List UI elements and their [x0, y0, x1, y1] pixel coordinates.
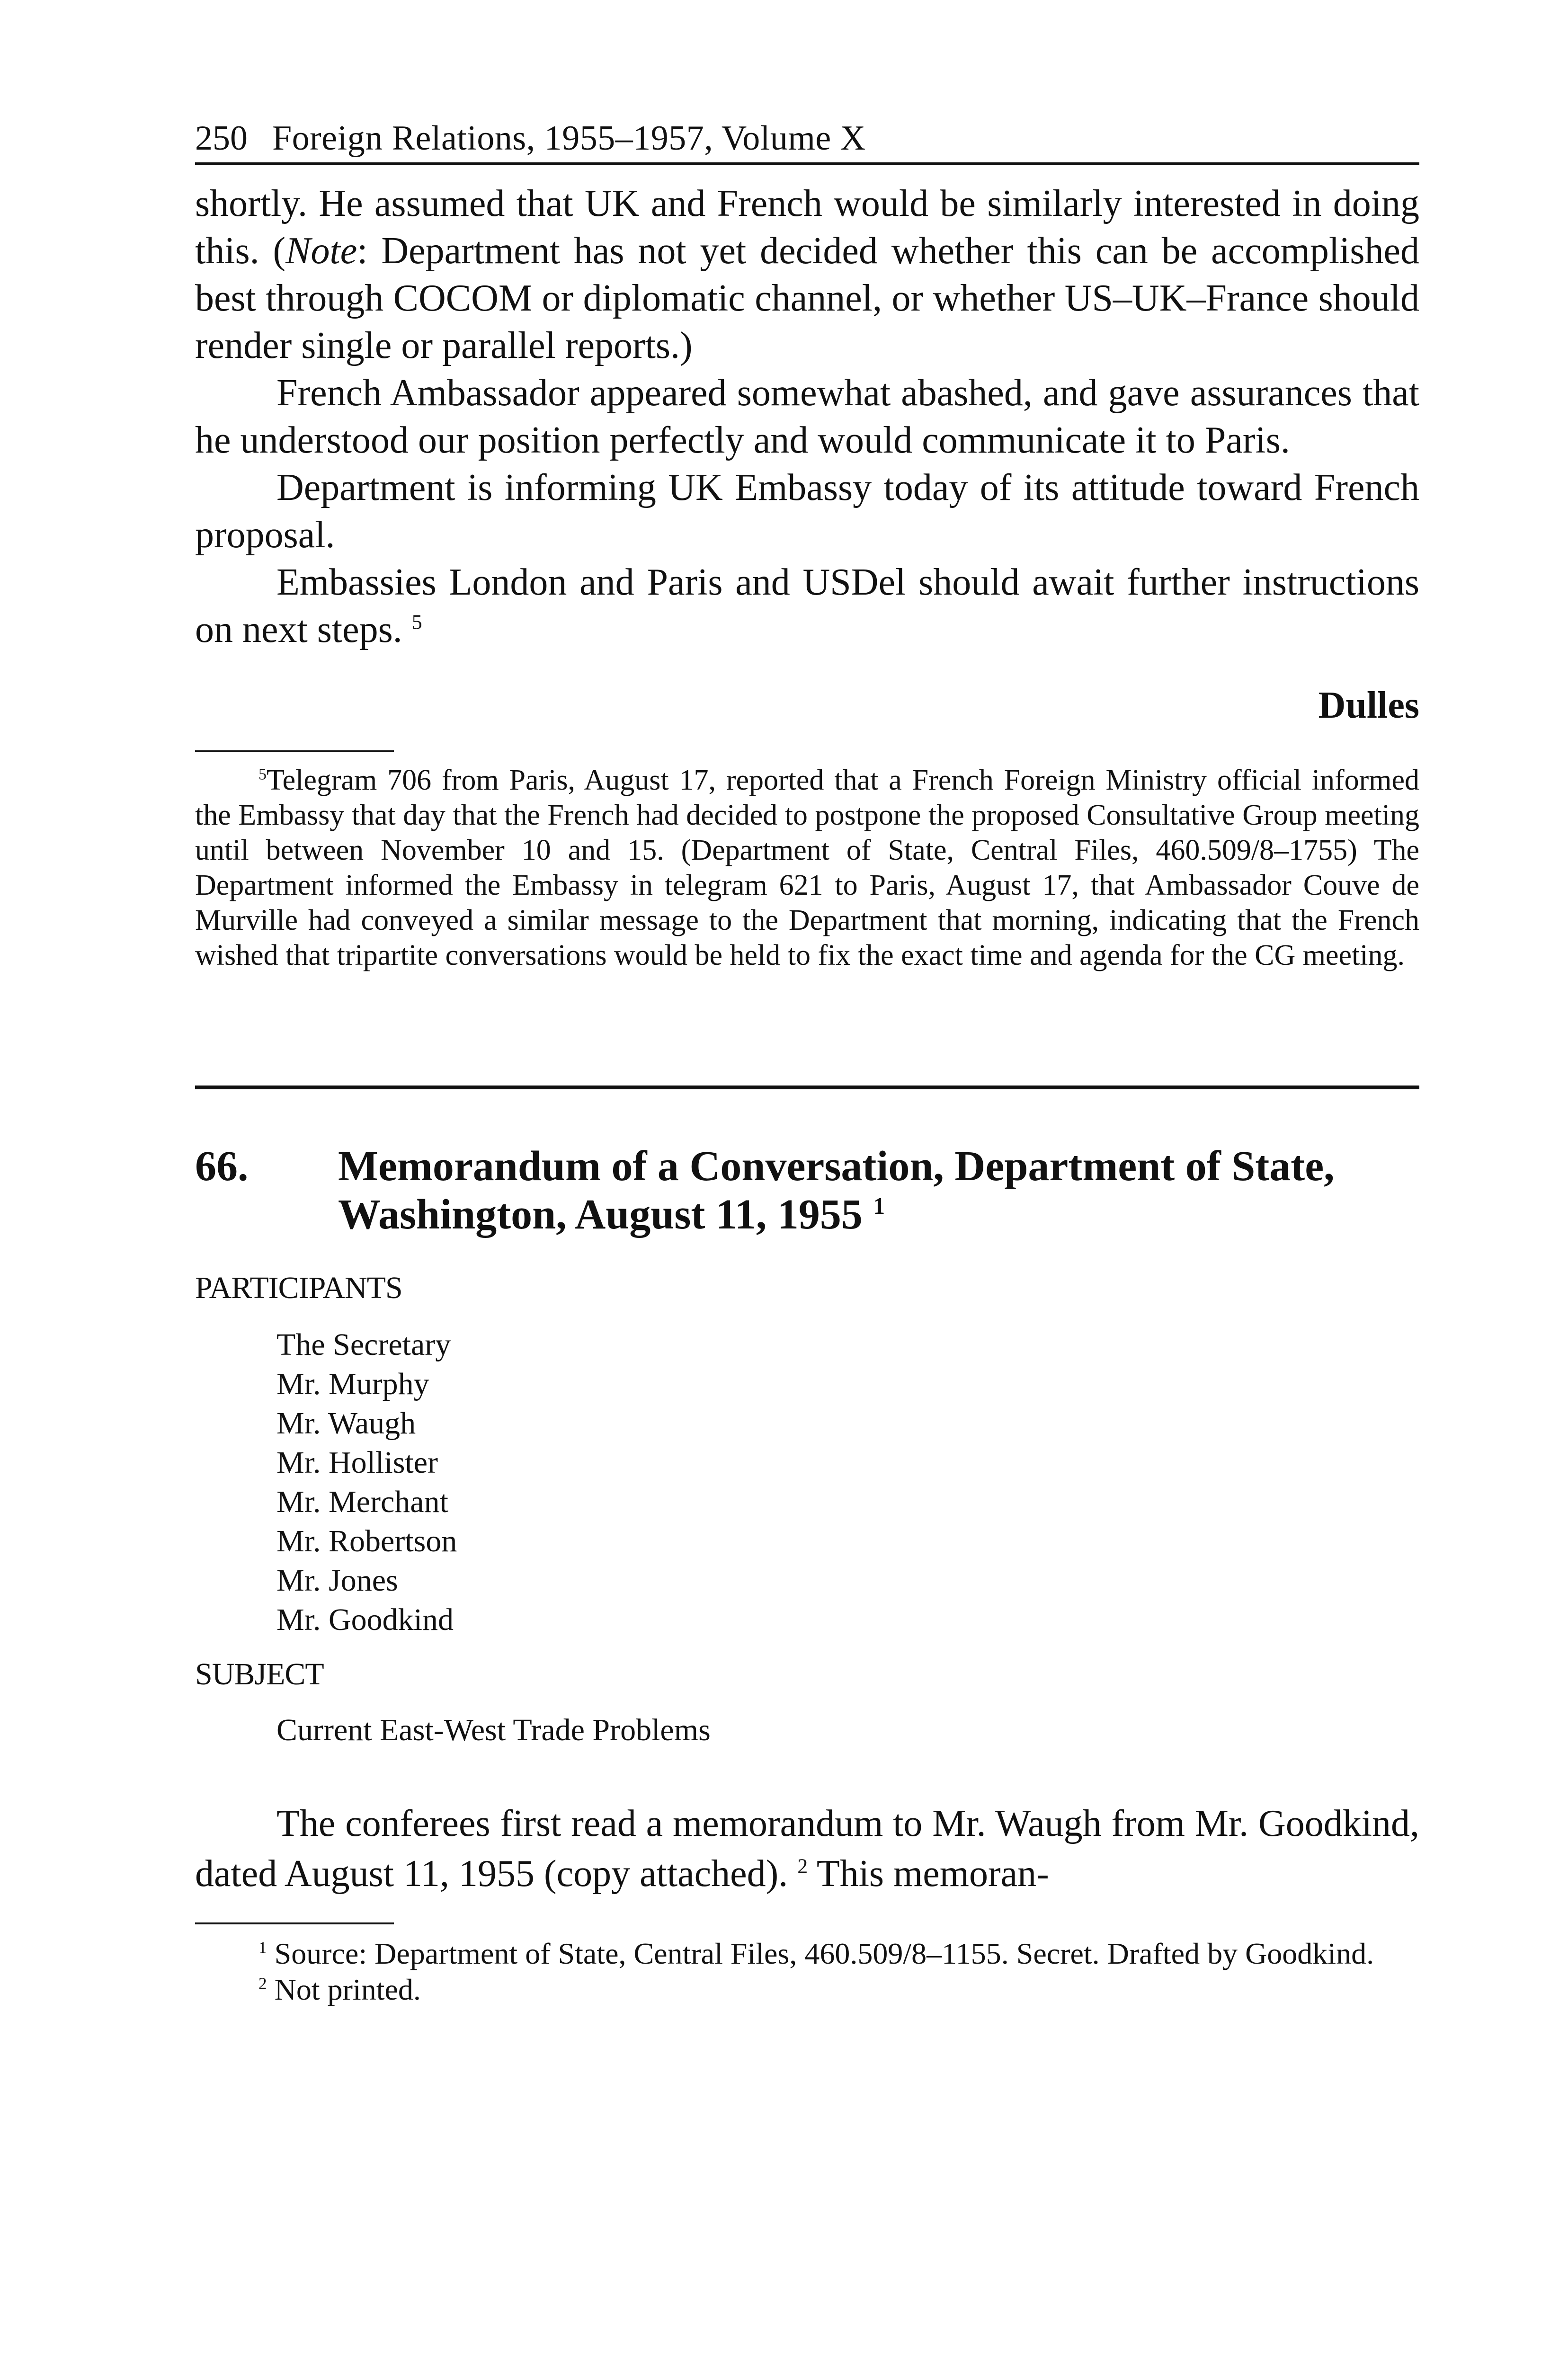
paragraph-text: : Department has not yet decided whether this can be accomplished best through COCOM or diplomatic channel, or whether US–UK–France should render single or parallel reports.)	[195, 230, 1419, 366]
document-number: 66.	[195, 1143, 249, 1190]
participants-list	[195, 1325, 1419, 1639]
paragraph-text: shortly. He assumed that UK and French would be similarly interested in doing this. (	[195, 183, 1419, 272]
participant: Mr. Jones	[276, 1563, 398, 1598]
paragraph-text: The conferees first read a memorandum to Mr. Waugh from Mr. Goodkind, dated August 11, 1955 (copy attached).	[195, 1803, 1419, 1895]
document-page	[195, 121, 1419, 2008]
subject-text: Current East-West Trade Problems	[276, 1713, 711, 1747]
participant: Mr. Merchant	[276, 1485, 448, 1519]
participant: Mr. Robertson	[276, 1524, 457, 1558]
document-title-text: Memorandum of a Conversation, Department of State, Washington, August 11, 1955	[338, 1143, 1335, 1238]
footnote-2	[195, 1972, 1419, 2008]
participant: Mr. Goodkind	[276, 1602, 454, 1637]
participant: Mr. Waugh	[276, 1406, 416, 1441]
footnote-marker: 2	[258, 1974, 267, 1993]
paragraph-conferees	[195, 1798, 1419, 1899]
document-66	[195, 1142, 1419, 2008]
footnote-ref-5[interactable]: 5	[411, 610, 422, 634]
footnote-5	[195, 763, 1419, 973]
subject-label: SUBJECT	[195, 1657, 324, 1691]
footnote-rule	[195, 750, 394, 752]
page-number: 250	[195, 119, 248, 158]
paragraph-embassies	[195, 559, 1419, 653]
volume-title: Foreign Relations, 1955–1957, Volume X	[272, 119, 866, 158]
footnote-ref-2[interactable]: 2	[797, 1854, 808, 1878]
footnote-ref-1[interactable]: 1	[873, 1193, 885, 1219]
footnote-marker: 1	[258, 1938, 267, 1957]
signature: Dulles	[1318, 685, 1419, 726]
footnote-1	[195, 1936, 1419, 1972]
paragraph-text: Embassies London and Paris and USDel should await further instructions on next steps.	[195, 561, 1419, 650]
continued-document	[195, 180, 1419, 973]
paragraph-french-ambassador: French Ambassador appeared somewhat abashed, and gave assurances that he understood our position perfectly and would communicate it to Paris.	[195, 372, 1419, 461]
paragraph-continued	[195, 180, 1419, 369]
paragraph-department-informing: Department is informing UK Embassy today of its attitude toward French proposal.	[195, 467, 1419, 556]
document-title	[338, 1142, 1419, 1239]
running-head	[195, 121, 1419, 165]
section-divider	[195, 1086, 1419, 1089]
participant: Mr. Murphy	[276, 1367, 429, 1401]
footnote-text: Telegram 706 from Paris, August 17, reported that a French Foreign Ministry official informed the Embassy that day that the French had decided to postpone the proposed Consultative Group meeting until between November 10 and 15. (Department of State, Central Files, 460.509/8–1755) The Department informed the Embassy in telegram 621 to Paris, August 17, that Ambassador Couve de Murville had conveyed a similar message to the Department that morning, indicating that the French wished that tripartite conversations would be held to fix the exact time and agenda for the CG meeting.	[195, 764, 1419, 971]
participant: The Secretary	[276, 1327, 451, 1362]
document-heading	[195, 1142, 1419, 1239]
footnote-marker: 5	[258, 765, 267, 783]
footnote-rule	[195, 1922, 394, 1924]
note-italic: Note	[285, 230, 357, 272]
footnote-text: Not printed.	[274, 1973, 421, 2006]
paragraph-text: This memoran-	[816, 1853, 1049, 1895]
footnote-text: Source: Department of State, Central Files, 460.509/8–1155. Secret. Drafted by Goodkind.	[274, 1937, 1374, 1970]
participant: Mr. Hollister	[276, 1445, 438, 1480]
participants-label: PARTICIPANTS	[195, 1271, 402, 1305]
